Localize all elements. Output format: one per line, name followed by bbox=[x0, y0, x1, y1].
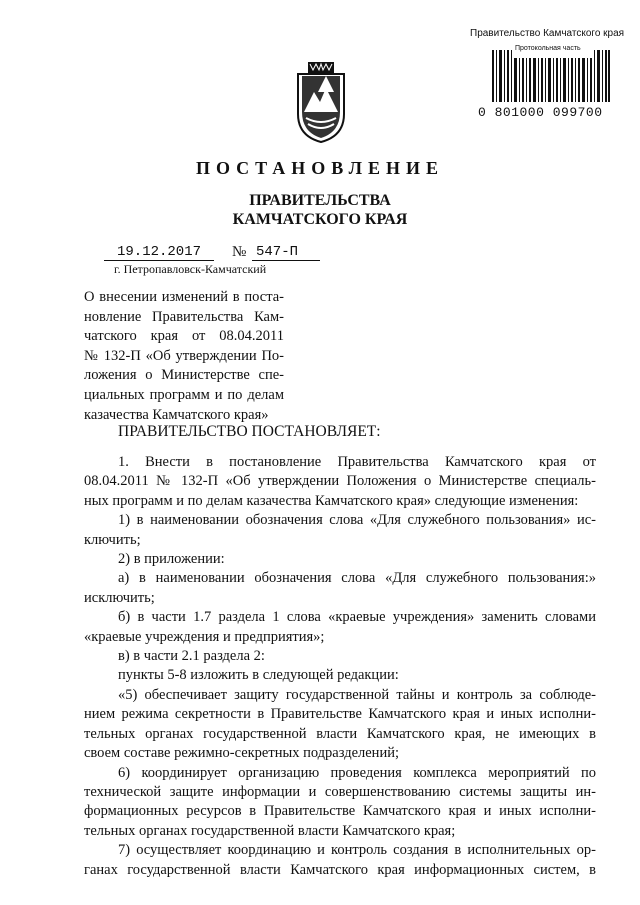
document-body bbox=[84, 453, 596, 880]
subject-line: ложения о Министерстве спе- bbox=[84, 367, 284, 384]
body-line: формационных ресурсов в Правительстве Камчатского края и иных исполни- bbox=[84, 803, 596, 820]
subject-line: № 132-П «Об утверждении По- bbox=[84, 347, 284, 364]
subject-line: О внесении изменений в поста- bbox=[84, 289, 284, 305]
body-line: 1. Внести в постановление Правительства Камчатского края от bbox=[118, 454, 596, 470]
subject-line: циальных программ и по делам bbox=[84, 386, 284, 403]
barcode-number: 0 801000 099700 bbox=[478, 105, 603, 120]
document-number: 547-П bbox=[252, 244, 320, 261]
body-line: «краевые учреждения и предприятия»; bbox=[84, 628, 325, 645]
body-line: нием режима секретности в Правительстве Камчатского края и иных исполни- bbox=[84, 706, 596, 723]
body-line: ганах государственной власти Камчатского края информационных систем, в bbox=[84, 861, 596, 878]
body-line: тельных органах государственной власти Камчатского края, не имеющих в bbox=[84, 725, 596, 742]
subject-line: новление Правительства Кам- bbox=[84, 308, 284, 325]
coat-of-arms-emblem bbox=[294, 62, 348, 144]
number-sign: № bbox=[232, 244, 247, 260]
body-line: своем составе режимно-секретных подразделений; bbox=[84, 745, 399, 762]
issue-city: г. Петропавловск-Камчатский bbox=[114, 262, 267, 276]
body-line: б) в части 1.7 раздела 1 слова «краевые учреждения» заменить словами bbox=[118, 609, 596, 626]
body-line: исключить; bbox=[84, 589, 155, 606]
issuer-line-2: КАМЧАТСКОГО КРАЯ bbox=[232, 211, 408, 228]
body-line: а) в наименовании обозначения слова «Для служебного пользования:» bbox=[118, 570, 596, 587]
body-line: 08.04.2011 № 132-П «Об утверждении Положения о Министерстве специаль- bbox=[84, 473, 596, 490]
body-line: 2) в приложении: bbox=[118, 551, 225, 568]
stamp-protocol-part: Протокольная часть bbox=[515, 45, 581, 52]
document-date: 19.12.2017 bbox=[104, 244, 214, 261]
registration-stamp bbox=[470, 28, 630, 120]
subject-line: казачества Камчатского края» bbox=[84, 406, 269, 423]
decree-heading: ПРАВИТЕЛЬСТВО ПОСТАНОВЛЯЕТ: bbox=[118, 423, 381, 440]
body-line: ключить; bbox=[84, 531, 141, 548]
body-line: пункты 5-8 изложить в следующей редакции: bbox=[118, 667, 399, 684]
body-line: 1) в наименовании обозначения слова «Для служебного пользования» ис- bbox=[118, 512, 596, 529]
body-line: в) в части 2.1 раздела 2: bbox=[118, 648, 265, 665]
issuer-line-1: ПРАВИТЕЛЬСТВА bbox=[249, 192, 391, 209]
body-line: технической защите информации и совершенствованию системы защиты ин- bbox=[84, 783, 596, 800]
body-line: ных программ и по делам казачества Камчатского края» следующие изменения: bbox=[84, 492, 579, 509]
body-line: 7) осуществляет координацию и контроль создания в исполнительных ор- bbox=[118, 842, 596, 859]
stamp-organization: Правительство Камчатского края bbox=[470, 28, 625, 39]
body-line: «5) обеспечивает защиту государственной тайны и контроль за соблюде- bbox=[118, 686, 596, 703]
barcode-image bbox=[492, 50, 610, 102]
body-line: 6) координирует организацию проведения комплекса мероприятий по bbox=[118, 764, 596, 781]
document-subject bbox=[84, 288, 284, 425]
document-type-title: ПОСТАНОВЛЕНИЕ bbox=[195, 158, 445, 178]
body-line: тельных органах государственной власти Камчатского края; bbox=[84, 822, 456, 839]
subject-line: чатского края от 08.04.2011 bbox=[84, 328, 284, 345]
